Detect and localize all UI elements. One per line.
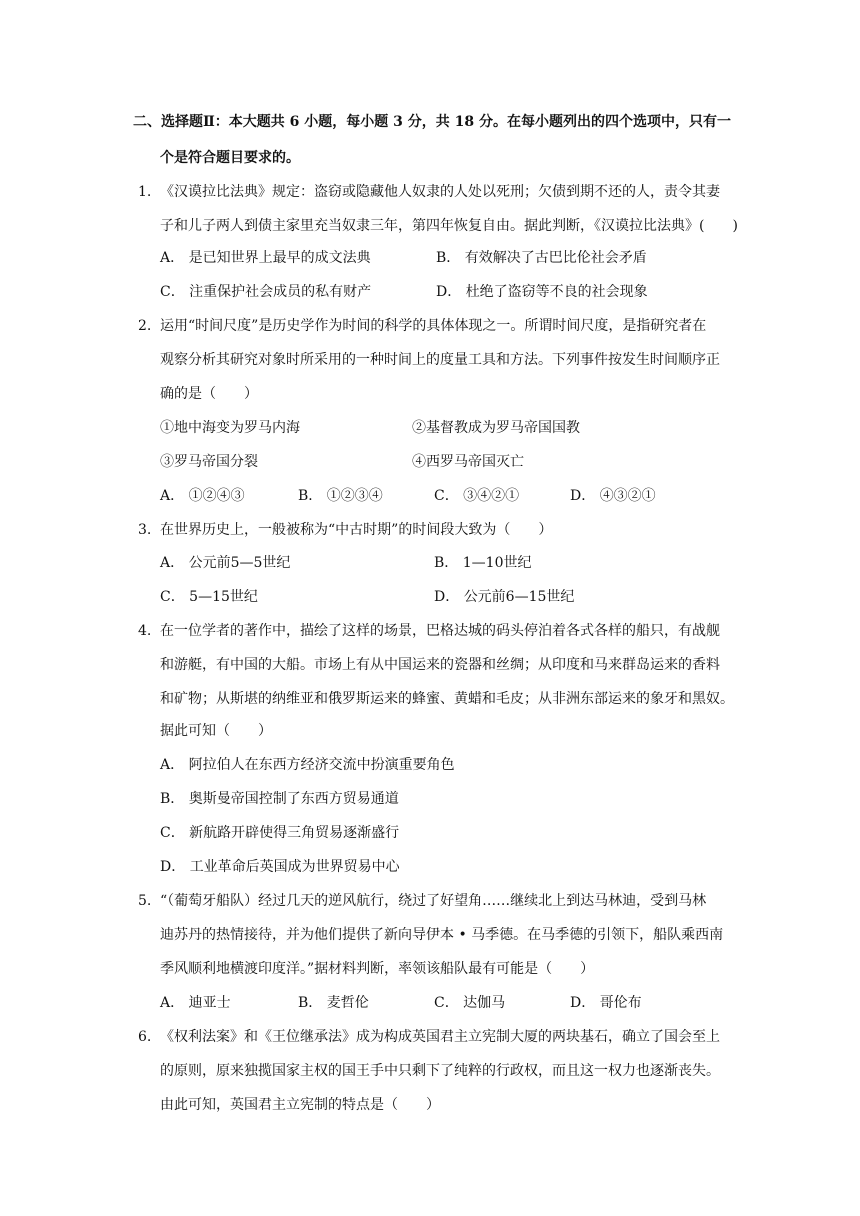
option-label: D． (160, 859, 186, 875)
option-a (160, 486, 245, 506)
question-text: 和游艇，有中国的大船。市场上有从中国运来的瓷器和丝绸；从印度和马来群岛运来的香料 (160, 657, 720, 673)
option-b (436, 248, 647, 268)
option-text: 1—10世纪 (462, 555, 532, 571)
option-label: C． (434, 995, 459, 1011)
question-number: 2. (138, 318, 152, 334)
option-label: C． (434, 488, 459, 504)
option-text: ①②③④ (326, 488, 383, 504)
option-label: D． (434, 589, 460, 605)
section-heading-line2: 个是符合题目要求的。 (160, 150, 300, 166)
option-b (434, 553, 531, 573)
option-b (298, 993, 369, 1013)
question-text: 的原则，原来独揽国家主权的国王手中只剩下了纯粹的行政权，而且这一权力也逐渐丧失。 (160, 1063, 720, 1079)
option-text: 麦哲伦 (326, 995, 369, 1011)
question-text: 确的是（ ） (160, 386, 258, 402)
option-c (160, 823, 399, 843)
option-label: A． (160, 757, 185, 773)
option-text: 5—15世纪 (189, 589, 258, 605)
option-label: A． (160, 488, 185, 504)
question-number: 6. (138, 1029, 152, 1045)
option-text: 阿拉伯人在东西方经济交流中扮演重要角色 (188, 757, 455, 773)
option-label: B． (298, 995, 323, 1011)
option-label: A． (160, 250, 185, 266)
option-label: D． (570, 488, 596, 504)
option-label: A． (160, 995, 185, 1011)
event-item-1: ①地中海变为罗马内海 (160, 420, 300, 436)
option-text: 杜绝了盗窃等不良的社会现象 (465, 284, 648, 300)
option-text: 是已知世界上最早的成文法典 (188, 250, 371, 266)
question-number: 3. (138, 522, 152, 538)
option-label: D． (570, 995, 596, 1011)
option-label: B． (160, 791, 185, 807)
event-item-2: ②基督教成为罗马帝国国教 (412, 420, 580, 436)
option-label: C． (160, 825, 185, 841)
question-text: 由此可知，英国君主立宪制的特点是（ ） (160, 1097, 440, 1113)
option-label: C． (160, 589, 185, 605)
option-label: B． (298, 488, 323, 504)
event-item-3: ③罗马帝国分裂 (160, 454, 258, 470)
question-text: 在一位学者的著作中，描绘了这样的场景，巴格达城的码头停泊着各式各样的船只，有战舰 (160, 623, 720, 639)
question-text: 季风顺利地横渡印度洋。”据材料判断，率领该船队最有可能是（ ） (160, 961, 595, 977)
option-d (436, 282, 648, 302)
option-label: C． (160, 284, 185, 300)
option-c (160, 282, 371, 302)
option-d (434, 587, 574, 607)
question-text: 子和儿子两人到债主家里充当奴隶三年，第四年恢复自由。据此判断，《汉谟拉比法典》( ) (160, 218, 738, 234)
question-text: 据此可知（ ） (160, 723, 272, 739)
option-label: A． (160, 555, 185, 571)
option-c (434, 993, 505, 1013)
option-text: 公元前5—5世纪 (188, 555, 291, 571)
option-d (570, 993, 642, 1013)
option-text: 哥伦布 (599, 995, 642, 1011)
option-text: 注重保护社会成员的私有财产 (189, 284, 372, 300)
option-text: 奥斯曼帝国控制了东西方贸易通道 (188, 791, 399, 807)
option-c (160, 587, 258, 607)
option-d (160, 857, 400, 877)
section-heading-line1: 二、选择题Ⅱ：本大题共 6 小题，每小题 3 分，共 18 分。在每小题列出的四个选项中，只有一 (133, 114, 732, 130)
event-item-4: ④西罗马帝国灭亡 (412, 454, 524, 470)
option-a (160, 248, 371, 268)
option-text: ①②④③ (188, 488, 245, 504)
question-text: “（葡萄牙船队）经过几天的逆风航行，绕过了好望角……继续北上到达马林迪，受到马林 (160, 893, 707, 909)
option-text: 新航路开辟使得三角贸易逐渐盛行 (189, 825, 400, 841)
question-text: 《权利法案》和《王位继承法》成为构成英国君主立宪制大厦的两块基石，确立了国会至上 (160, 1029, 720, 1045)
option-d (570, 486, 656, 506)
option-text: 达伽马 (463, 995, 506, 1011)
option-c (434, 486, 519, 506)
option-text: 公元前6—15世纪 (463, 589, 575, 605)
option-b (160, 789, 399, 809)
question-text: 运用“时间尺度”是历史学作为时间的科学的具体体现之一。所谓时间尺度，是指研究者在 (160, 318, 707, 334)
question-text: 和矿物；从斯堪的纳维亚和俄罗斯运来的蜂蜜、黄蜡和毛皮；从非洲东部运来的象牙和黑奴。 (160, 691, 734, 707)
question-number: 4. (138, 623, 152, 639)
question-text: 在世界历史上，一般被称为“中古时期”的时间段大致为（ ） (160, 522, 553, 538)
option-label: B． (434, 555, 459, 571)
option-label: D． (436, 284, 462, 300)
option-b (298, 486, 383, 506)
question-text: 迪苏丹的热情接待，并为他们提供了新向导伊本 • 马季德。在马季德的引领下，船队乘西南 (160, 927, 724, 943)
option-text: ④③②① (599, 488, 656, 504)
option-text: 迪亚士 (188, 995, 231, 1011)
option-text: 有效解决了古巴比伦社会矛盾 (464, 250, 647, 266)
option-a (160, 553, 290, 573)
question-text: 观察分析其研究对象时所采用的一种时间上的度量工具和方法。下列事件按发生时间顺序正 (160, 352, 720, 368)
option-text: 工业革命后英国成为世界贸易中心 (189, 859, 400, 875)
question-number: 5. (138, 893, 152, 909)
option-a (160, 755, 455, 775)
option-text: ③④②① (463, 488, 520, 504)
option-a (160, 993, 231, 1013)
option-label: B． (436, 250, 461, 266)
question-number: 1. (138, 184, 152, 200)
question-text: 《汉谟拉比法典》规定：盗窃或隐藏他人奴隶的人处以死刑；欠债到期不还的人，责令其妻 (160, 184, 720, 200)
